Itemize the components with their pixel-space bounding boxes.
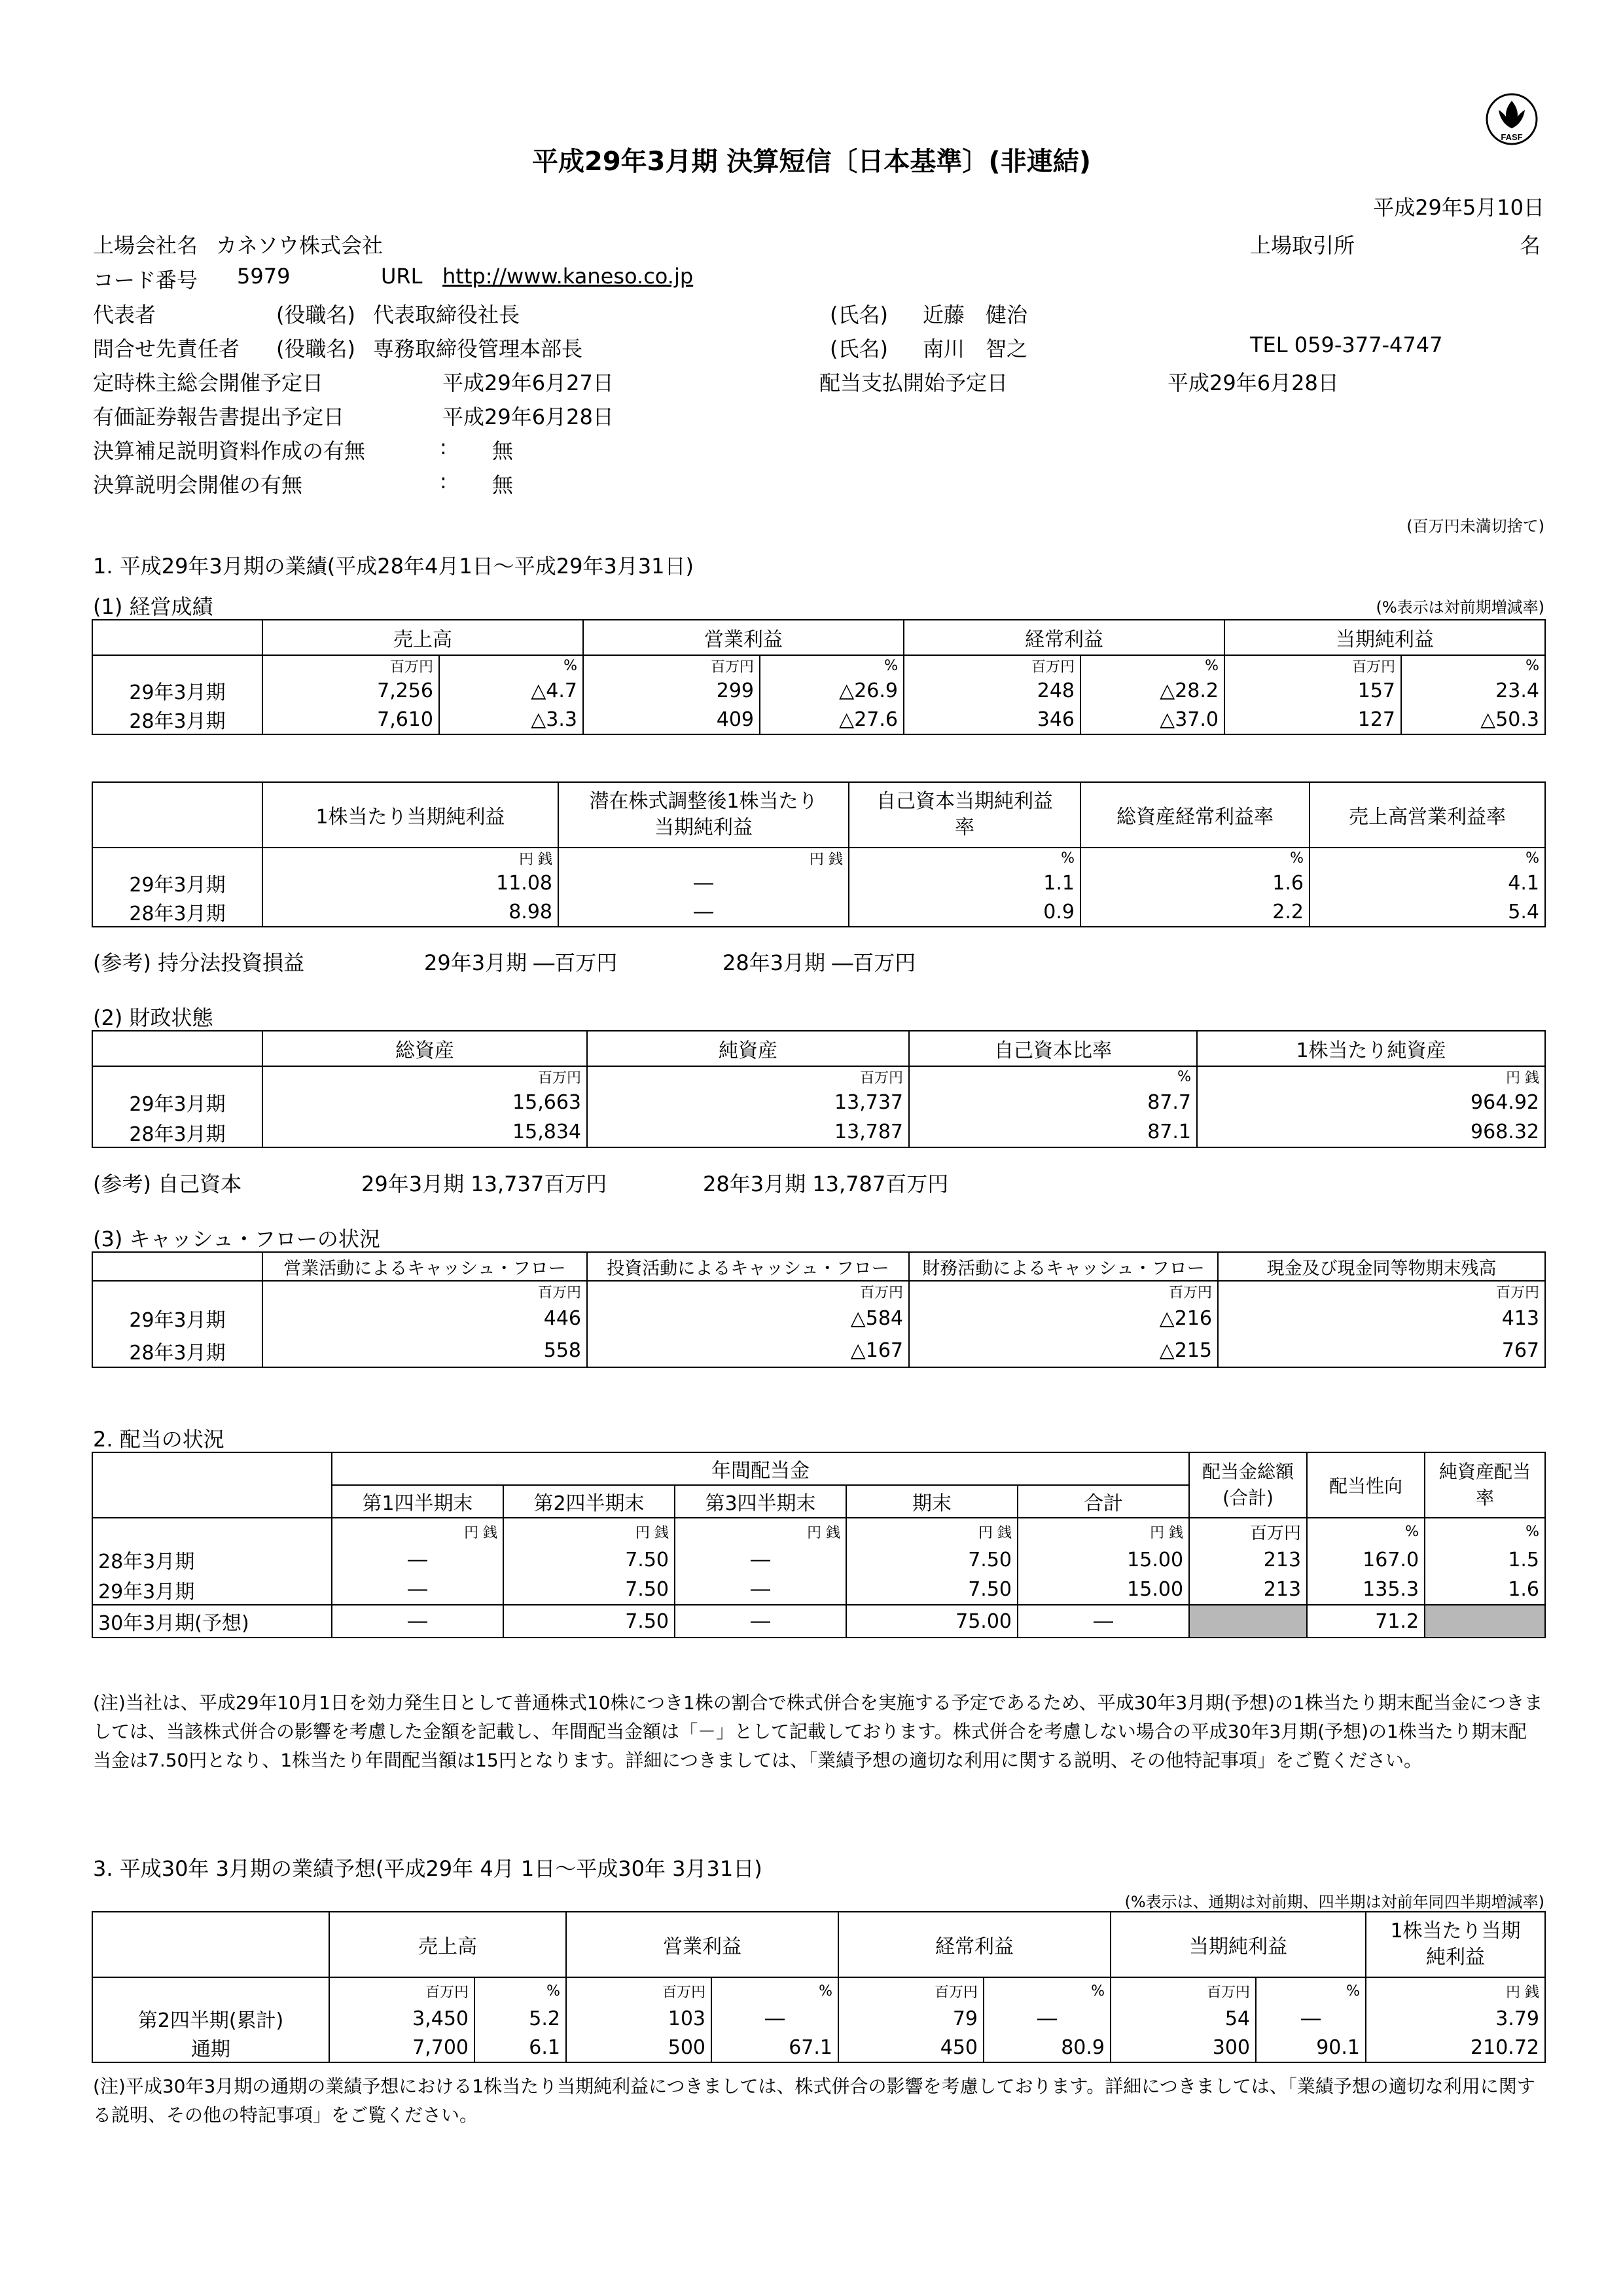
total-dividend-header (1189, 1452, 1307, 1518)
contact-name: 南川 智之 (923, 336, 1028, 361)
unit-cell: 百万円 (262, 655, 439, 676)
cell: 1.6 (1425, 1575, 1545, 1605)
unit-cell: 円 銭 (262, 848, 558, 869)
cell: 7.50 (846, 1545, 1018, 1575)
unit-cell: % (849, 848, 1080, 869)
col-header: 経常利益 (838, 1912, 1111, 1977)
col-header-line: 自己資本当期純利益 (876, 790, 1053, 813)
unit-cell: 百万円 (587, 1281, 909, 1302)
cell: 87.7 (909, 1087, 1197, 1117)
cell: 4.1 (1310, 869, 1545, 897)
col-header (849, 782, 1080, 848)
col-header: 自己資本比率 (909, 1031, 1197, 1066)
col-header: 経常利益 (904, 620, 1224, 655)
unit-cell (92, 848, 262, 869)
table-row (92, 1575, 1545, 1605)
s1-sub: (1) 経営成績 (93, 594, 213, 619)
cell: 15.00 (1018, 1575, 1189, 1605)
cell: 87.1 (909, 1117, 1197, 1147)
cell: ― (675, 1575, 846, 1605)
unit-cell: 百万円 (583, 655, 760, 676)
exchange-label: 上場取引所 (1250, 233, 1355, 258)
cell: 0.9 (849, 897, 1080, 927)
unit-cell: 円 銭 (675, 1518, 846, 1545)
col-header: 営業利益 (583, 620, 904, 655)
logo-text: FASF (1501, 132, 1523, 142)
col-header: 売上高 (262, 620, 583, 655)
cell: 90.1 (1256, 2033, 1366, 2062)
cell: 500 (566, 2033, 711, 2062)
equity-method-28: 28年3月期 ―百万円 (722, 950, 916, 975)
rep-label: 代表者 (93, 302, 156, 327)
table-row (92, 2004, 1545, 2033)
cell: 299 (583, 676, 760, 705)
col-header (558, 782, 849, 848)
col-header: 当期純利益 (1111, 1912, 1366, 1977)
cell: △167 (587, 1335, 909, 1367)
contact-title: 専務取締役管理本部長 (373, 336, 583, 361)
s1-pct-note: (%表示は対前期増減率) (1376, 598, 1544, 617)
forecast-table (92, 1911, 1546, 2063)
cell: 2.2 (1080, 897, 1310, 927)
cell: △4.7 (439, 676, 583, 705)
supp-label: 決算補足説明資料作成の有無 (93, 439, 366, 463)
equity-method-29: 29年3月期 ―百万円 (424, 950, 618, 975)
corner-cell (92, 1031, 262, 1066)
cell: 346 (904, 705, 1080, 734)
own-capital-28: 28年3月期 13,787百万円 (703, 1172, 949, 1196)
unit-cell (92, 1518, 332, 1545)
table-row (92, 1117, 1545, 1147)
cell: △216 (909, 1302, 1218, 1335)
shaded-cell (1425, 1605, 1545, 1638)
row-label: 28年3月期 (92, 705, 262, 734)
company-label: 上場会社名 (93, 233, 198, 258)
col-header: 投資活動によるキャッシュ・フロー (587, 1252, 909, 1281)
cell: 450 (838, 2033, 984, 2062)
cell: 213 (1189, 1575, 1307, 1605)
cell: 3,450 (329, 2004, 474, 2033)
col-header: 第2四半期末 (503, 1485, 675, 1518)
unit-cell: 百万円 (904, 655, 1080, 676)
col-header-line: 当期純利益 (654, 816, 753, 839)
rep-title-label: (役職名) (276, 302, 355, 327)
report-label: 有価証券報告書提出予定日 (93, 404, 345, 429)
unit-cell: 百万円 (329, 1977, 474, 2004)
cell: 15,834 (262, 1117, 587, 1147)
row-label: 29年3月期 (92, 1575, 332, 1605)
contact-title-label: (役職名) (276, 336, 355, 361)
cell: 79 (838, 2004, 984, 2033)
unit-cell: % (1080, 655, 1224, 676)
col-header-line: 1株当たり当期 (1390, 1920, 1521, 1943)
url-link[interactable]: http://www.kaneso.co.jp (442, 264, 694, 289)
col-header: 営業活動によるキャッシュ・フロー (262, 1252, 587, 1281)
row-label: 第2四半期(累計) (92, 2004, 329, 2033)
cell: 767 (1218, 1335, 1545, 1367)
table-row (92, 705, 1545, 734)
shaded-cell (1189, 1605, 1307, 1638)
exchange-value: 名 (1520, 233, 1541, 258)
annual-dividend-header: 年間配当金 (332, 1452, 1189, 1485)
cell: 11.08 (262, 869, 558, 897)
cell: ― (332, 1575, 503, 1605)
cell: 13,737 (587, 1087, 909, 1117)
cell: 1.1 (849, 869, 1080, 897)
per-share-table (92, 781, 1546, 927)
cell: 968.32 (1197, 1117, 1545, 1147)
cell: 1.5 (1425, 1545, 1545, 1575)
unit-cell: 円 銭 (1018, 1518, 1189, 1545)
table-row (92, 1545, 1545, 1575)
cell: ― (675, 1605, 846, 1638)
unit-cell: % (760, 655, 904, 676)
corner-cell (92, 1252, 262, 1281)
col-header: 現金及び現金同等物期末残高 (1218, 1252, 1545, 1281)
url-label: URL (381, 264, 423, 289)
supp-value: 無 (492, 439, 514, 463)
contact-label: 問合せ先責任者 (93, 336, 240, 361)
cell: ― (675, 1545, 846, 1575)
col-header: 第3四半期末 (675, 1485, 846, 1518)
financial-position-table (92, 1030, 1546, 1148)
cell: 167.0 (1307, 1545, 1425, 1575)
cell: 413 (1218, 1302, 1545, 1335)
briefing-label: 決算説明会開催の有無 (93, 473, 303, 497)
cell: ― (984, 2004, 1111, 2033)
corner-cell (92, 1452, 332, 1518)
unit-cell: 円 銭 (1197, 1066, 1545, 1087)
unit-cell: 百万円 (1224, 655, 1401, 676)
col-header-line: 純利益 (1426, 1946, 1485, 1969)
cell: ― (711, 2004, 838, 2033)
cell: 248 (904, 676, 1080, 705)
cell: 13,787 (587, 1117, 909, 1147)
s1-heading: 1. 平成29年3月期の業績(平成28年4月1日～平成29年3月31日) (93, 554, 694, 579)
cell: 15.00 (1018, 1545, 1189, 1575)
unit-cell: % (474, 1977, 566, 2004)
forecast-note: (注)平成30年3月期の通期の業績予想における1株当たり当期純利益につきましては、株式併合の影響を考慮しております。詳細につきましては、「業績予想の適切な利用に関する説明、その他の特記事項」をご覧ください。 (93, 2075, 1535, 2126)
cell: ― (558, 897, 849, 927)
cell: △50.3 (1401, 705, 1545, 734)
unit-cell: 百万円 (1111, 1977, 1256, 2004)
unit-cell: 百万円 (1189, 1518, 1307, 1545)
rounding-note: (百万円未満切捨て) (1406, 517, 1544, 535)
unit-cell (92, 655, 262, 676)
page-title: 平成29年3月期 決算短信〔日本基準〕(非連結) (532, 147, 1091, 177)
cell: 5.2 (474, 2004, 566, 2033)
cell: 300 (1111, 2033, 1256, 2062)
col-header: 営業利益 (566, 1912, 838, 1977)
unit-cell: % (1256, 1977, 1366, 2004)
unit-cell: 円 銭 (1366, 1977, 1545, 2004)
cell: 103 (566, 2004, 711, 2033)
dividend-note: (注)当社は、平成29年10月1日を効力発生日として普通株式10株につき1株の割合で株式併合を実施する予定であるため、平成30年3月期(予想)の1株当たり期末配当金につきましては、当該株式併合の影響を考慮した金額を記載し、年間配当金額は「－」として記載しております。株式併合を考慮しない場合の平成30年3月期(予想)の1株当たり期末配当金は7.50円となり、1株当たり年間配当額は15円となります。詳細につきましては、「業績予想の適切な利用に関する説明、その他特記事項」をご覧ください。 (93, 1692, 1543, 1771)
cell: 7.50 (503, 1545, 675, 1575)
col-header-line: 率 (955, 816, 974, 839)
cell: △215 (909, 1335, 1218, 1367)
unit-cell (92, 1066, 262, 1087)
corner-cell (92, 1912, 329, 1977)
row-label: 28年3月期 (92, 1335, 262, 1367)
col-header: 1株当たり純資産 (1197, 1031, 1545, 1066)
cell: 7.50 (846, 1575, 1018, 1605)
unit-cell: % (1425, 1518, 1545, 1545)
unit-cell: % (1310, 848, 1545, 869)
cell: 446 (262, 1302, 587, 1335)
rep-name-label: (氏名) (830, 302, 888, 327)
row-label: 28年3月期 (92, 1117, 262, 1147)
corner-cell (92, 620, 262, 655)
col-header: 財務活動によるキャッシュ・フロー (909, 1252, 1218, 1281)
code-value: 5979 (237, 264, 291, 289)
cell: 964.92 (1197, 1087, 1545, 1117)
unit-cell: % (1307, 1518, 1425, 1545)
col-header: 期末 (846, 1485, 1018, 1518)
table-row (92, 1605, 1545, 1638)
operating-results-table (92, 619, 1546, 735)
table-row (92, 869, 1545, 897)
col-header-line: 率 (1476, 1487, 1495, 1509)
col-header: 総資産経常利益率 (1080, 782, 1310, 848)
own-capital-label: (参考) 自己資本 (93, 1172, 242, 1196)
ratio-header (1425, 1452, 1545, 1518)
report-date-value: 平成29年6月28日 (442, 404, 614, 429)
cash-flow-table (92, 1251, 1546, 1368)
cell: 135.3 (1307, 1575, 1425, 1605)
dividend-table (92, 1452, 1546, 1638)
unit-cell: 百万円 (587, 1066, 909, 1087)
cell: △37.0 (1080, 705, 1224, 734)
report-date: 平成29年5月10日 (1373, 195, 1544, 220)
table-row (92, 2033, 1545, 2062)
col-header: 売上高 (329, 1912, 566, 1977)
unit-cell: % (439, 655, 583, 676)
row-label: 29年3月期 (92, 1302, 262, 1335)
unit-cell: 円 銭 (558, 848, 849, 869)
cell: 409 (583, 705, 760, 734)
row-label: 通期 (92, 2033, 329, 2062)
s5-heading: 3. 平成30年 3月期の業績予想(平成29年 4月 1日～平成30年 3月31日) (93, 1856, 762, 1881)
col-header: 当期純利益 (1224, 620, 1545, 655)
row-label: 28年3月期 (92, 897, 262, 927)
cell: 8.98 (262, 897, 558, 927)
unit-cell (92, 1977, 329, 2004)
equity-method-label: (参考) 持分法投資損益 (93, 950, 305, 975)
unit-cell: 百万円 (838, 1977, 984, 2004)
row-label: 28年3月期 (92, 1545, 332, 1575)
cell: 7.50 (503, 1605, 675, 1638)
contact-tel: TEL 059-377-4747 (1250, 332, 1443, 357)
cell: 80.9 (984, 2033, 1111, 2062)
cell: 71.2 (1307, 1605, 1425, 1638)
cell: △3.3 (439, 705, 583, 734)
cell: ― (332, 1545, 503, 1575)
table-row (92, 1087, 1545, 1117)
cell: 15,663 (262, 1087, 587, 1117)
row-label: 30年3月期(予想) (92, 1605, 332, 1638)
s4-heading: 2. 配当の状況 (93, 1427, 224, 1452)
own-capital-29: 29年3月期 13,737百万円 (361, 1172, 607, 1196)
briefing-colon: : (440, 469, 447, 493)
payout-header: 配当性向 (1307, 1452, 1425, 1518)
row-label: 29年3月期 (92, 869, 262, 897)
cell: 67.1 (711, 2033, 838, 2062)
row-label: 29年3月期 (92, 676, 262, 705)
cell: △26.9 (760, 676, 904, 705)
table-row (92, 1335, 1545, 1367)
table-row (92, 1302, 1545, 1335)
cell: ― (332, 1605, 503, 1638)
cell: 558 (262, 1335, 587, 1367)
cell: 210.72 (1366, 2033, 1545, 2062)
unit-cell: % (984, 1977, 1111, 2004)
unit-cell: 円 銭 (846, 1518, 1018, 1545)
cell: 23.4 (1401, 676, 1545, 705)
fasf-logo (1484, 92, 1539, 147)
cell: 5.4 (1310, 897, 1545, 927)
col-header-line: (合計) (1222, 1487, 1274, 1509)
unit-cell: 円 銭 (332, 1518, 503, 1545)
cell: 213 (1189, 1545, 1307, 1575)
cell: 7.50 (503, 1575, 675, 1605)
contact-name-label: (氏名) (830, 336, 888, 361)
company-name: カネソウ株式会社 (216, 233, 383, 258)
cell: 75.00 (846, 1605, 1018, 1638)
unit-cell (92, 1281, 262, 1302)
cell: ― (1256, 2004, 1366, 2033)
unit-cell: 百万円 (909, 1281, 1218, 1302)
cell: 6.1 (474, 2033, 566, 2062)
code-label: コード番号 (93, 268, 198, 293)
s5-pct-note: (%表示は、通期は対前期、四半期は対前年同四半期増減率) (1124, 1893, 1544, 1911)
unit-cell: % (1401, 655, 1545, 676)
cell: 7,256 (262, 676, 439, 705)
col-header: 売上高営業利益率 (1310, 782, 1545, 848)
supp-colon: : (440, 435, 447, 459)
col-header-line: 潜在株式調整後1株当たり (589, 790, 818, 813)
briefing-value: 無 (492, 473, 514, 497)
dividend-start-date: 平成29年6月28日 (1168, 370, 1339, 395)
rep-title: 代表取締役社長 (373, 302, 520, 327)
cell: 54 (1111, 2004, 1256, 2033)
cell: ― (1018, 1605, 1189, 1638)
cell: 127 (1224, 705, 1401, 734)
cell: △584 (587, 1302, 909, 1335)
dividend-start-label: 配当支払開始予定日 (819, 370, 1008, 395)
s2-sub: (2) 財政状態 (93, 1005, 213, 1030)
col-header (1366, 1912, 1545, 1977)
meeting-label: 定時株主総会開催予定日 (93, 370, 324, 395)
table-row (92, 897, 1545, 927)
cell: 7,700 (329, 2033, 474, 2062)
corner-cell (92, 782, 262, 848)
table-row (92, 676, 1545, 705)
cell: 157 (1224, 676, 1401, 705)
col-header: 純資産 (587, 1031, 909, 1066)
cell: △28.2 (1080, 676, 1224, 705)
col-header: 総資産 (262, 1031, 587, 1066)
cell: 1.6 (1080, 869, 1310, 897)
col-header: 合計 (1018, 1485, 1189, 1518)
cell: 3.79 (1366, 2004, 1545, 2033)
col-header: 1株当たり当期純利益 (262, 782, 558, 848)
unit-cell: % (1080, 848, 1310, 869)
cell: △27.6 (760, 705, 904, 734)
unit-cell: 百万円 (262, 1066, 587, 1087)
cell: ― (558, 869, 849, 897)
cell: 7,610 (262, 705, 439, 734)
s3-sub: (3) キャッシュ・フローの状況 (93, 1227, 380, 1251)
unit-cell: 百万円 (566, 1977, 711, 2004)
col-header: 第1四半期末 (332, 1485, 503, 1518)
col-header-line: 純資産配当 (1439, 1461, 1531, 1482)
rep-name: 近藤 健治 (923, 302, 1028, 327)
unit-cell: 円 銭 (503, 1518, 675, 1545)
unit-cell: 百万円 (1218, 1281, 1545, 1302)
unit-cell: % (711, 1977, 838, 2004)
unit-cell: % (909, 1066, 1197, 1087)
row-label: 29年3月期 (92, 1087, 262, 1117)
unit-cell: 百万円 (262, 1281, 587, 1302)
col-header-line: 配当金総額 (1202, 1461, 1294, 1482)
meeting-date: 平成29年6月27日 (442, 370, 614, 395)
